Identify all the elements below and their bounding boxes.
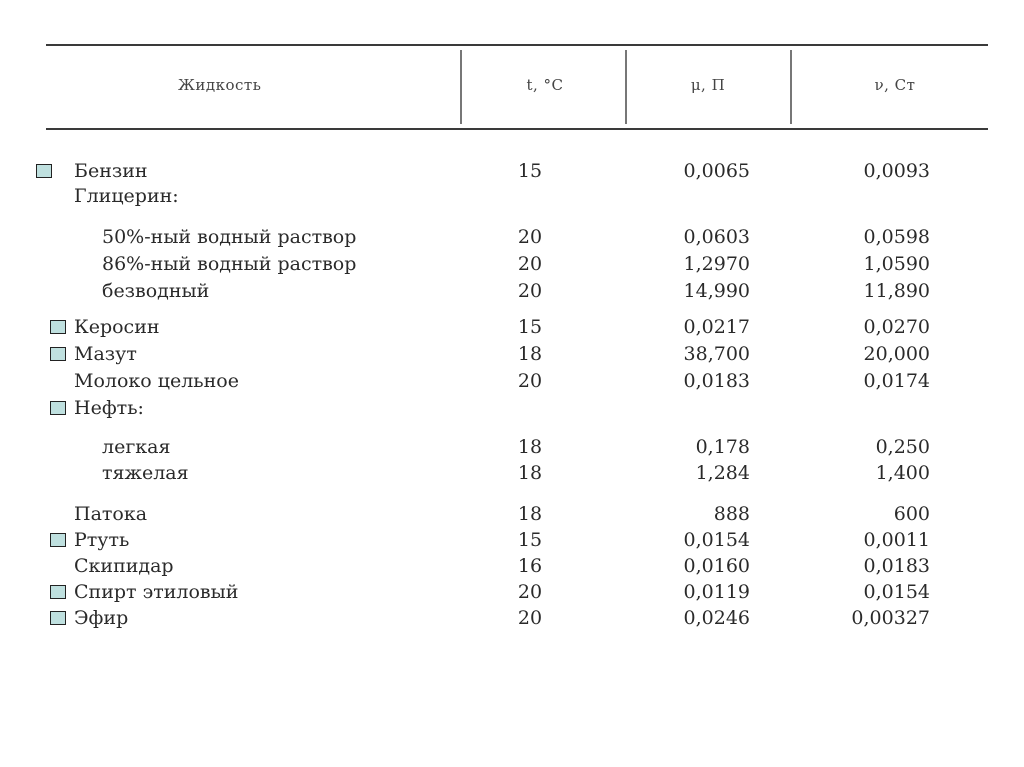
liquid-name: Бензин (74, 160, 148, 182)
table-row (0, 436, 1024, 462)
liquid-name: тяжелая (102, 462, 189, 484)
column-divider (625, 50, 627, 124)
kinematic-viscosity-value: 0,0093 (863, 160, 930, 182)
table-row (0, 503, 1024, 529)
row-marker-box (50, 533, 66, 547)
liquid-name: 50%-ный водный раствор (102, 226, 357, 248)
kinematic-viscosity-value: 0,0270 (863, 316, 930, 338)
temperature-value: 20 (517, 253, 543, 275)
row-marker-box (50, 585, 66, 599)
table-row (0, 555, 1024, 581)
temperature-value: 15 (517, 529, 543, 551)
dynamic-viscosity-value: 0,0119 (683, 581, 750, 603)
header-liquid: Жидкость (178, 76, 262, 94)
dynamic-viscosity-value: 14,990 (683, 280, 750, 302)
table-row (0, 581, 1024, 607)
temperature-value: 18 (517, 503, 543, 525)
table-header-rule (46, 128, 988, 130)
table-row (0, 529, 1024, 555)
header-dynamic-viscosity: μ, П (690, 76, 726, 94)
liquid-name: Спирт этиловый (74, 581, 239, 603)
dynamic-viscosity-value: 0,0246 (683, 607, 750, 629)
kinematic-viscosity-value: 0,0011 (863, 529, 930, 551)
table-row (0, 343, 1024, 369)
liquid-name: Керосин (74, 316, 160, 338)
kinematic-viscosity-value: 600 (893, 503, 930, 525)
temperature-value: 20 (517, 581, 543, 603)
temperature-value: 20 (517, 607, 543, 629)
dynamic-viscosity-value: 1,284 (695, 462, 750, 484)
row-marker-box (50, 401, 66, 415)
table-row (0, 462, 1024, 488)
table-row (0, 370, 1024, 396)
temperature-value: 18 (517, 343, 543, 365)
kinematic-viscosity-value: 11,890 (863, 280, 930, 302)
dynamic-viscosity-value: 0,0183 (683, 370, 750, 392)
kinematic-viscosity-value: 1,0590 (863, 253, 930, 275)
kinematic-viscosity-value: 20,000 (863, 343, 930, 365)
header-temperature: t, °C (526, 76, 564, 94)
dynamic-viscosity-value: 888 (713, 503, 750, 525)
corner-text (820, 22, 984, 34)
table-row (0, 253, 1024, 279)
dynamic-viscosity-value: 0,0154 (683, 529, 750, 551)
liquid-name: Скипидар (74, 555, 174, 577)
table-row (0, 160, 1024, 186)
temperature-value: 15 (517, 316, 543, 338)
dynamic-viscosity-value: 0,0160 (683, 555, 750, 577)
kinematic-viscosity-value: 0,0174 (863, 370, 930, 392)
liquid-name: Мазут (74, 343, 137, 365)
row-marker-box (50, 611, 66, 625)
kinematic-viscosity-value: 0,0154 (863, 581, 930, 603)
temperature-value: 20 (517, 370, 543, 392)
header-kinematic-viscosity: ν, Ст (874, 76, 916, 94)
column-divider (790, 50, 792, 124)
table-row (0, 397, 1024, 423)
row-marker-box (50, 347, 66, 361)
row-marker-box (50, 320, 66, 334)
temperature-value: 16 (517, 555, 543, 577)
table-row (0, 316, 1024, 342)
liquid-name: Нефть: (74, 397, 144, 419)
kinematic-viscosity-value: 1,400 (875, 462, 930, 484)
dynamic-viscosity-value: 0,0603 (683, 226, 750, 248)
liquid-name: безводный (102, 280, 210, 302)
table-row (0, 185, 1024, 211)
kinematic-viscosity-value: 0,0598 (863, 226, 930, 248)
kinematic-viscosity-value: 0,00327 (851, 607, 930, 629)
kinematic-viscosity-value: 0,0183 (863, 555, 930, 577)
liquid-name: 86%-ный водный раствор (102, 253, 357, 275)
dynamic-viscosity-value: 0,0065 (683, 160, 750, 182)
table-row (0, 280, 1024, 306)
row-marker-box (36, 164, 52, 178)
dynamic-viscosity-value: 0,0217 (683, 316, 750, 338)
dynamic-viscosity-value: 0,178 (695, 436, 750, 458)
table-row (0, 226, 1024, 252)
temperature-value: 18 (517, 436, 543, 458)
kinematic-viscosity-value: 0,250 (875, 436, 930, 458)
dynamic-viscosity-value: 38,700 (683, 343, 750, 365)
column-divider (460, 50, 462, 124)
liquid-name: легкая (102, 436, 171, 458)
dynamic-viscosity-value: 1,2970 (683, 253, 750, 275)
liquid-name: Эфир (74, 607, 129, 629)
temperature-value: 20 (517, 280, 543, 302)
liquid-name: Патока (74, 503, 148, 525)
liquid-name: Глицерин: (74, 185, 179, 207)
liquid-name: Ртуть (74, 529, 130, 551)
temperature-value: 18 (517, 462, 543, 484)
temperature-value: 15 (517, 160, 543, 182)
table-top-rule (46, 44, 988, 46)
table-row (0, 607, 1024, 633)
liquid-name: Молоко цельное (74, 370, 239, 392)
temperature-value: 20 (517, 226, 543, 248)
